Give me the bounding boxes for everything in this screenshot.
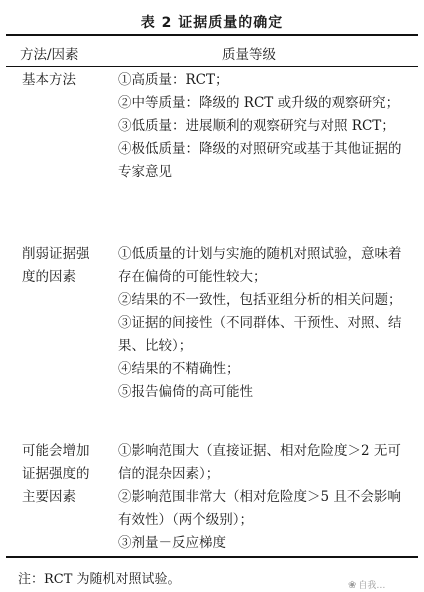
table-title: 表 2 证据质量的确定	[140, 15, 284, 31]
row-strengthening-items	[118, 440, 414, 555]
table-note: 注：RCT 为随机对照试验。	[18, 572, 181, 587]
list-item: ①高质量：RCT；	[118, 72, 229, 88]
list-item: ④极低质量：降级的对照研究或基于其他证据的专家意见	[118, 141, 402, 180]
row-basic-method-items	[118, 69, 414, 184]
row-weakening-factor: 削弱证据强度的因素	[22, 246, 90, 285]
list-item: ②影响范围非常大（相对危险度＞5 且不会影响有效性）（两个级别）；	[118, 489, 401, 528]
header-rule	[6, 66, 418, 67]
list-item: ⑤报告偏倚的高可能性	[118, 384, 253, 400]
list-item: ②结果的不一致性，包括亚组分析的相关问题；	[118, 292, 402, 308]
list-item: ①影响范围大（直接证据、相对危险度＞2 无可信的混杂因素）；	[118, 443, 401, 482]
list-item: ③证据的间接性（不同群体、干预性、对照、结果、比较）；	[118, 315, 402, 354]
top-rule	[6, 34, 418, 36]
row-weakening-items	[118, 243, 414, 404]
watermark	[348, 578, 385, 591]
list-item: ①低质量的计划与实施的随机对照试验，意味着存在偏倚的可能性较大；	[118, 246, 402, 285]
row-strengthening-factor: 可能会增加证据强度的主要因素	[22, 443, 90, 505]
column-header-quality: 质量等级	[222, 47, 276, 63]
list-item: ④结果的不精确性；	[118, 361, 240, 377]
row-basic-method-factor: 基本方法	[22, 72, 76, 88]
watermark-text: 自我…	[358, 581, 386, 591]
list-item: ③剂量－反应梯度	[118, 535, 226, 551]
bottom-rule	[6, 556, 418, 558]
list-item: ③低质量：进展顺利的观察研究与对照 RCT；	[118, 118, 395, 134]
list-item: ②中等质量：降级的 RCT 或升级的观察研究；	[118, 95, 400, 111]
column-header-method: 方法/因素	[20, 47, 79, 63]
weixin-icon: ❀	[348, 580, 357, 591]
